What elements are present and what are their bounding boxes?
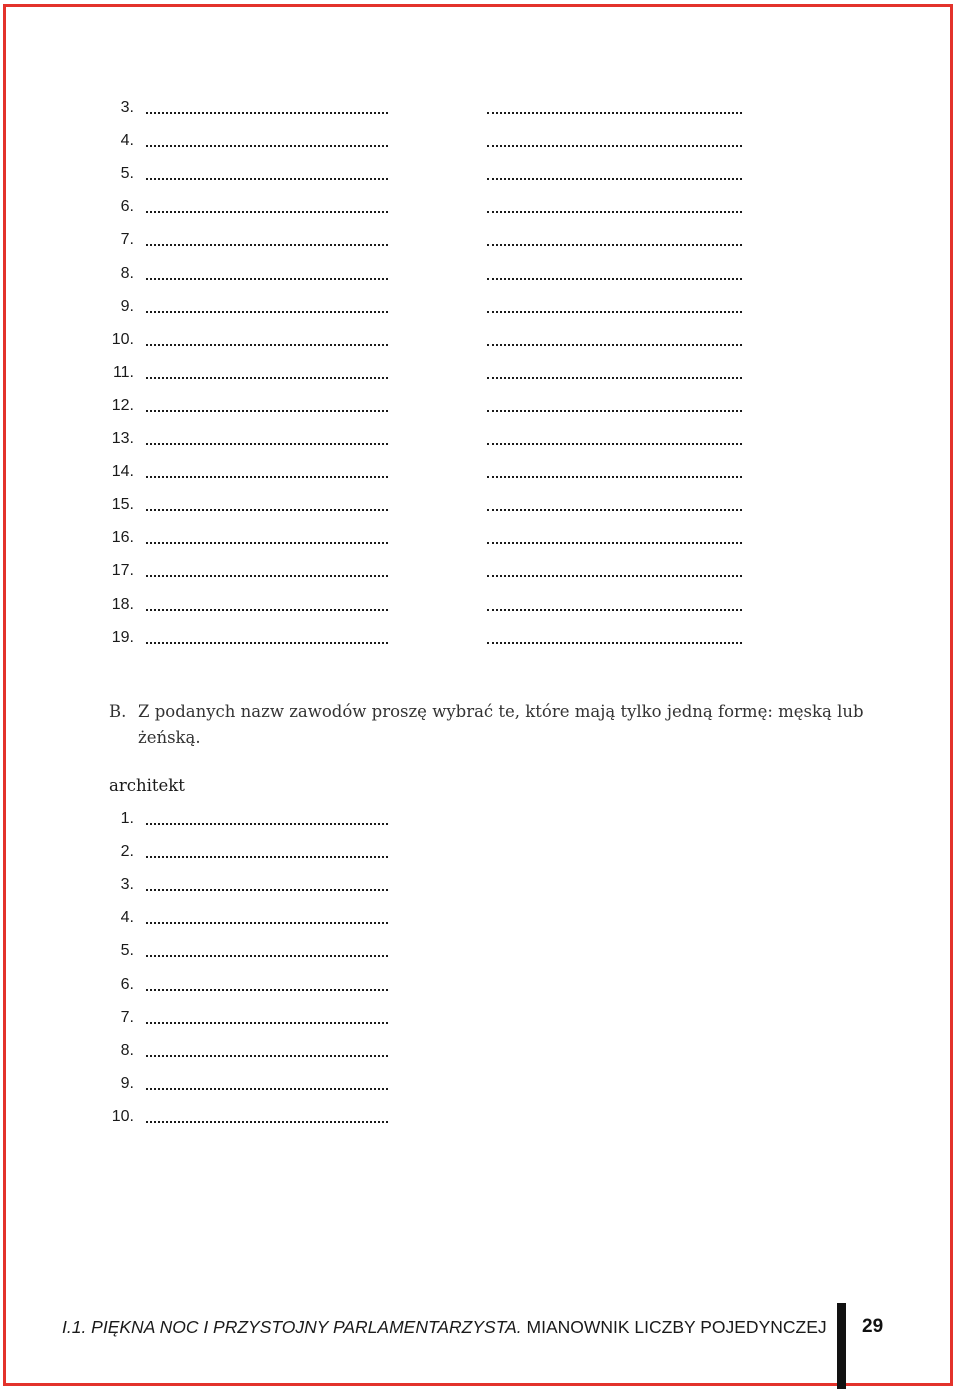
answer-blank-left[interactable] bbox=[146, 177, 388, 180]
answer-blank-right[interactable] bbox=[487, 111, 742, 114]
answer-blank-left[interactable] bbox=[146, 442, 388, 445]
footer-title-italic: I.1. PIĘKNA NOC I PRZYSTOJNY PARLAMENTARZYSTA. bbox=[62, 1317, 522, 1337]
profession-word: architekt bbox=[109, 776, 185, 795]
answer-blank-right[interactable] bbox=[487, 376, 742, 379]
answer-blank-right[interactable] bbox=[487, 508, 742, 511]
row-number: 9. bbox=[120, 1074, 134, 1092]
answer-row bbox=[0, 96, 960, 120]
answer-blank-left[interactable] bbox=[146, 988, 388, 991]
answer-row bbox=[0, 526, 960, 550]
answer-row bbox=[0, 1039, 960, 1063]
page-number: 29 bbox=[862, 1316, 884, 1337]
answer-row bbox=[0, 328, 960, 352]
answer-blank-left[interactable] bbox=[146, 409, 388, 412]
answer-blank-left[interactable] bbox=[146, 855, 388, 858]
row-number: 19. bbox=[111, 628, 134, 646]
row-number: 6. bbox=[120, 975, 134, 993]
row-number: 4. bbox=[120, 132, 134, 150]
answer-blank-right[interactable] bbox=[487, 243, 742, 246]
answer-row bbox=[0, 939, 960, 963]
answer-row bbox=[0, 493, 960, 517]
row-number: 4. bbox=[120, 909, 134, 927]
row-number: 3. bbox=[120, 876, 134, 894]
answer-blank-left[interactable] bbox=[146, 343, 388, 346]
answer-row bbox=[0, 162, 960, 186]
answer-blank-right[interactable] bbox=[487, 541, 742, 544]
answer-blank-right[interactable] bbox=[487, 177, 742, 180]
answer-row bbox=[0, 228, 960, 252]
answer-row bbox=[0, 460, 960, 484]
answer-row bbox=[0, 1006, 960, 1030]
answer-row bbox=[0, 295, 960, 319]
answer-row bbox=[0, 873, 960, 897]
answer-row bbox=[0, 906, 960, 930]
row-number: 3. bbox=[120, 99, 134, 116]
answer-blank-right[interactable] bbox=[487, 343, 742, 346]
row-number: 15. bbox=[111, 496, 134, 514]
answer-row bbox=[0, 626, 960, 650]
row-number: 12. bbox=[111, 396, 134, 414]
answer-blank-left[interactable] bbox=[146, 1087, 388, 1090]
row-number: 1. bbox=[120, 810, 134, 827]
row-number: 8. bbox=[120, 1041, 134, 1059]
answer-blank-left[interactable] bbox=[146, 475, 388, 478]
answer-blank-left[interactable] bbox=[146, 921, 388, 924]
answer-row bbox=[0, 129, 960, 153]
answer-blank-right[interactable] bbox=[487, 409, 742, 412]
answer-blank-left[interactable] bbox=[146, 210, 388, 213]
answer-row bbox=[0, 195, 960, 219]
answer-row bbox=[0, 1072, 960, 1096]
answer-row bbox=[0, 559, 960, 583]
answer-blank-right[interactable] bbox=[487, 475, 742, 478]
answer-blank-right[interactable] bbox=[487, 144, 742, 147]
answer-row bbox=[0, 1105, 960, 1129]
answer-blank-left[interactable] bbox=[146, 641, 388, 644]
row-number: 10. bbox=[111, 1107, 134, 1125]
row-number: 7. bbox=[120, 231, 134, 249]
answer-blank-left[interactable] bbox=[146, 1021, 388, 1024]
answer-row bbox=[0, 973, 960, 997]
answer-blank-left[interactable] bbox=[146, 277, 388, 280]
answer-row bbox=[0, 361, 960, 385]
footer-section-title bbox=[62, 1315, 827, 1339]
row-number: 14. bbox=[111, 463, 134, 481]
answer-row bbox=[0, 394, 960, 418]
answer-blank-left[interactable] bbox=[146, 144, 388, 147]
row-number: 6. bbox=[120, 198, 134, 216]
answer-blank-right[interactable] bbox=[487, 442, 742, 445]
answer-blank-left[interactable] bbox=[146, 376, 388, 379]
answer-blank-left[interactable] bbox=[146, 1054, 388, 1057]
row-number: 2. bbox=[120, 843, 134, 861]
answer-blank-right[interactable] bbox=[487, 277, 742, 280]
answer-row bbox=[0, 262, 960, 286]
answer-row bbox=[0, 840, 960, 864]
row-number: 5. bbox=[120, 165, 134, 183]
answer-blank-left[interactable] bbox=[146, 954, 388, 957]
answer-row bbox=[0, 427, 960, 451]
task-letter: B. bbox=[109, 702, 127, 721]
answer-blank-left[interactable] bbox=[146, 508, 388, 511]
row-number: 10. bbox=[111, 330, 134, 348]
answer-blank-left[interactable] bbox=[146, 310, 388, 313]
row-number: 17. bbox=[111, 562, 134, 580]
answer-blank-left[interactable] bbox=[146, 608, 388, 611]
row-number: 5. bbox=[120, 942, 134, 960]
row-number: 8. bbox=[120, 264, 134, 282]
answer-blank-right[interactable] bbox=[487, 310, 742, 313]
answer-blank-left[interactable] bbox=[146, 541, 388, 544]
answer-blank-right[interactable] bbox=[487, 574, 742, 577]
answer-blank-right[interactable] bbox=[487, 608, 742, 611]
answer-row bbox=[0, 593, 960, 617]
row-number: 9. bbox=[120, 297, 134, 315]
answer-blank-left[interactable] bbox=[146, 574, 388, 577]
row-number: 7. bbox=[120, 1008, 134, 1026]
footer-divider-bar bbox=[837, 1303, 846, 1389]
answer-blank-right[interactable] bbox=[487, 641, 742, 644]
answer-blank-left[interactable] bbox=[146, 1120, 388, 1123]
answer-blank-left[interactable] bbox=[146, 111, 388, 114]
footer-title-normal: MIANOWNIK LICZBY POJEDYNCZEJ bbox=[521, 1317, 827, 1337]
answer-blank-left[interactable] bbox=[146, 822, 388, 825]
answer-blank-left[interactable] bbox=[146, 243, 388, 246]
row-number: 16. bbox=[111, 529, 134, 547]
task-instruction: Z podanych nazw zawodów proszę wybrać te, które mają tylko jedną formę: męską lub żeńską. bbox=[138, 702, 864, 747]
answer-blank-left[interactable] bbox=[146, 888, 388, 891]
answer-blank-right[interactable] bbox=[487, 210, 742, 213]
row-number: 18. bbox=[111, 595, 134, 613]
row-number: 13. bbox=[111, 430, 134, 447]
answer-row bbox=[0, 807, 960, 831]
row-number: 11. bbox=[112, 363, 134, 381]
